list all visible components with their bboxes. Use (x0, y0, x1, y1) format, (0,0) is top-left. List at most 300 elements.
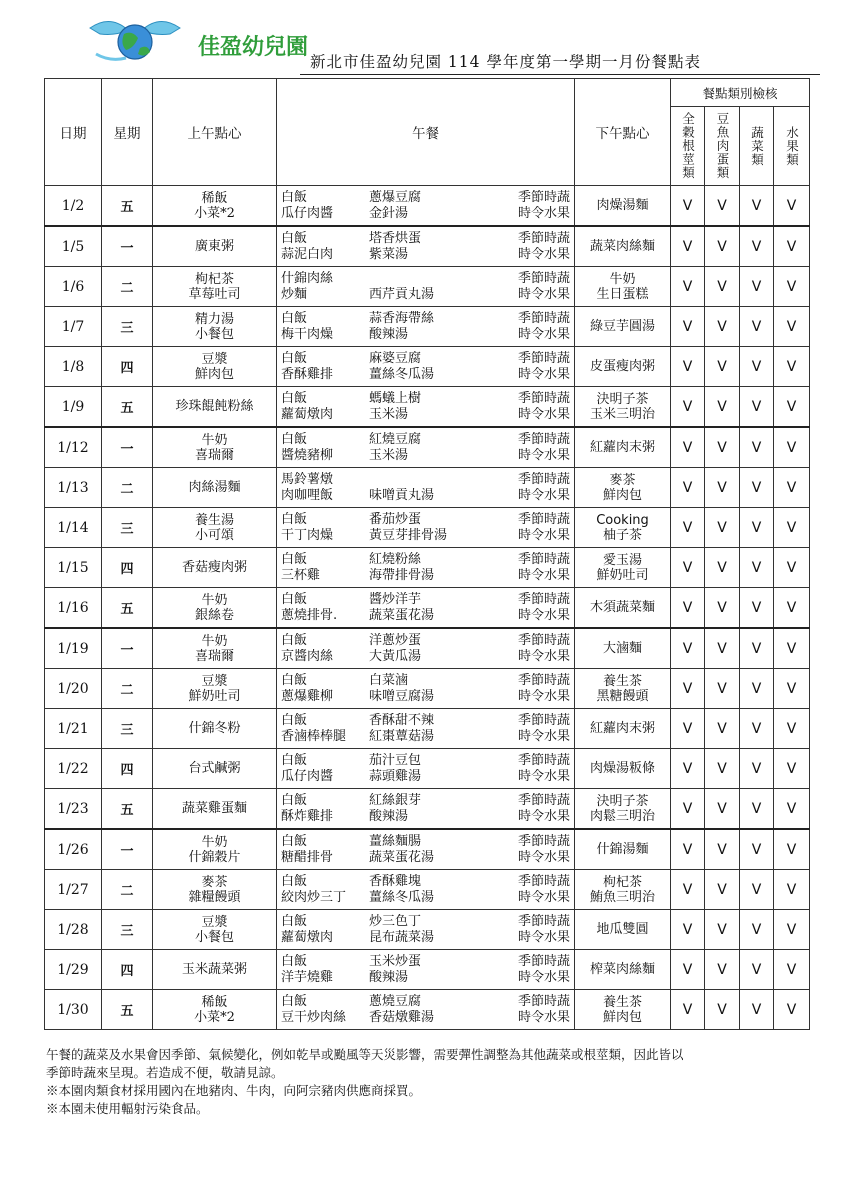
lunch-cell (277, 709, 575, 749)
category-check-mark: V (671, 186, 705, 227)
lunch-item: 梅干肉燥 (281, 326, 334, 342)
lunch-item: 螞蟻上樹 (369, 391, 422, 406)
category-check-mark: V (740, 427, 774, 468)
lunch-item: 三杯雞 (281, 567, 321, 583)
header-weekday: 星期 (102, 79, 153, 186)
table-row (45, 870, 810, 910)
morning-snack-item: 牛奶 (201, 633, 228, 649)
category-check-mark: V (774, 387, 810, 428)
morning-snack-cell (153, 186, 277, 227)
table-row (45, 628, 810, 669)
category-check-mark: V (774, 508, 810, 548)
morning-snack-item: 小菜*2 (194, 1009, 235, 1025)
table-row (45, 508, 810, 548)
morning-snack-item: 什錦穀片 (188, 849, 241, 865)
table-row (45, 226, 810, 267)
lunch-item: 季節時蔬 (517, 633, 570, 648)
morning-snack-item: 鮮肉包 (194, 366, 234, 382)
weekday-cell: 一 (102, 226, 153, 267)
lunch-cell (277, 950, 575, 990)
lunch-item: 時令水果 (517, 929, 570, 945)
morning-snack-cell (153, 870, 277, 910)
category-check-mark: V (740, 387, 774, 428)
lunch-cell (277, 347, 575, 387)
lunch-item: 時令水果 (517, 286, 570, 302)
afternoon-snack-cell (575, 910, 671, 950)
category-check-mark: V (740, 548, 774, 588)
category-check-mark: V (705, 628, 740, 669)
weekday-cell: 四 (102, 950, 153, 990)
afternoon-snack-item: 木須蔬菜麵 (589, 600, 655, 615)
weekday-cell: 五 (102, 789, 153, 830)
afternoon-snack-item: 牛奶 (609, 271, 636, 287)
category-check-mark: V (671, 870, 705, 910)
date-cell: 1/9 (45, 387, 102, 428)
morning-snack-item: 牛奶 (201, 432, 228, 448)
table-row (45, 387, 810, 428)
afternoon-snack-item: 柚子茶 (602, 527, 642, 543)
lunch-item: 蒜香海帶絲 (369, 311, 435, 326)
category-check-mark: V (671, 387, 705, 428)
morning-snack-item: 稀飯 (201, 190, 228, 206)
afternoon-snack-item: 鮮奶吐司 (596, 567, 649, 583)
category-check-mark: V (774, 548, 810, 588)
lunch-item: 番茄炒蛋 (369, 512, 422, 527)
category-check-mark: V (671, 829, 705, 870)
school-logo (80, 14, 330, 70)
table-row (45, 267, 810, 307)
note-line: 午餐的蔬菜及水果會因季節、氣候變化，例如乾旱或颱風等天災影響，需要彈性調整為其他蔬菜或根莖類，因此皆以 (46, 1047, 684, 1062)
lunch-item: 紅絲銀芽 (369, 793, 422, 808)
category-check-mark: V (740, 669, 774, 709)
table-row (45, 186, 810, 227)
table-row (45, 588, 810, 629)
lunch-item: 時令水果 (517, 406, 570, 422)
lunch-item: 干丁肉燥 (281, 527, 334, 543)
morning-snack-item: 喜瑞爾 (194, 447, 234, 463)
lunch-item: 海帶排骨湯 (369, 567, 435, 583)
category-check-mark: V (671, 709, 705, 749)
lunch-item: 醬燒豬柳 (281, 447, 334, 463)
afternoon-snack-cell (575, 628, 671, 669)
lunch-item: 蒜泥白肉 (281, 246, 334, 262)
lunch-item: 玉米湯 (369, 406, 409, 422)
weekday-cell: 二 (102, 267, 153, 307)
lunch-item: 什錦肉絲 (281, 271, 334, 286)
lunch-item: 糖醋排骨 (281, 849, 334, 865)
lunch-item: 季節時蔬 (517, 432, 570, 447)
afternoon-snack-item: 榨菜肉絲麵 (589, 962, 655, 977)
lunch-cell (277, 588, 575, 629)
morning-snack-item: 牛奶 (201, 834, 228, 850)
date-cell: 1/19 (45, 628, 102, 669)
lunch-item: 白飯 (281, 633, 308, 648)
afternoon-snack-item: Cooking (596, 512, 649, 528)
table-row (45, 307, 810, 347)
date-cell: 1/6 (45, 267, 102, 307)
lunch-cell (277, 548, 575, 588)
afternoon-snack-cell (575, 186, 671, 227)
morning-snack-item: 廣東粥 (194, 239, 234, 254)
afternoon-snack-cell (575, 387, 671, 428)
lunch-item: 季節時蔬 (517, 311, 570, 326)
category-check-mark: V (740, 749, 774, 789)
lunch-item: 醬炒洋芋 (369, 592, 422, 607)
header-protein: 豆魚肉蛋類 (705, 107, 740, 186)
lunch-item: 白飯 (281, 432, 308, 447)
category-check-mark: V (671, 628, 705, 669)
lunch-item: 季節時蔬 (517, 793, 570, 808)
afternoon-snack-cell (575, 749, 671, 789)
lunch-item: 時令水果 (517, 567, 570, 583)
lunch-item: 季節時蔬 (517, 592, 570, 607)
table-row (45, 468, 810, 508)
page-title: 新北市佳盈幼兒園 114 學年度第一學期一月份餐點表 (310, 53, 701, 71)
lunch-item (369, 472, 515, 488)
lunch-item: 季節時蔬 (517, 753, 570, 768)
lunch-cell (277, 789, 575, 830)
category-check-mark: V (774, 789, 810, 830)
lunch-item: 金針湯 (369, 205, 409, 221)
morning-snack-item: 鮮奶吐司 (188, 688, 241, 704)
afternoon-snack-cell (575, 669, 671, 709)
table-row (45, 709, 810, 749)
lunch-item: 洋芋燒雞 (281, 969, 334, 985)
lunch-item: 蔬菜蛋花湯 (369, 849, 435, 865)
afternoon-snack-cell (575, 347, 671, 387)
lunch-item: 白飯 (281, 391, 308, 406)
lunch-cell (277, 307, 575, 347)
lunch-item: 時令水果 (517, 849, 570, 865)
lunch-item: 昆布蔬菜湯 (369, 929, 435, 945)
category-check-mark: V (774, 427, 810, 468)
category-check-mark: V (740, 186, 774, 227)
date-cell: 1/22 (45, 749, 102, 789)
logo-text: 佳盈幼兒園 (198, 35, 309, 60)
weekday-cell: 三 (102, 307, 153, 347)
lunch-item: 豆干炒肉絲 (281, 1009, 347, 1025)
morning-snack-cell (153, 910, 277, 950)
category-check-mark: V (740, 307, 774, 347)
afternoon-snack-item: 蔬菜肉絲麵 (589, 239, 655, 254)
date-cell: 1/20 (45, 669, 102, 709)
morning-snack-cell (153, 829, 277, 870)
meal-table-body (45, 186, 810, 1030)
notes (46, 1046, 806, 1118)
afternoon-snack-cell (575, 789, 671, 830)
morning-snack-item: 養生湯 (194, 512, 234, 528)
category-check-mark: V (671, 226, 705, 267)
afternoon-snack-item: 玉米三明治 (589, 406, 655, 422)
lunch-item: 時令水果 (517, 688, 570, 704)
lunch-item: 玉米炒蛋 (369, 954, 422, 969)
category-check-mark: V (774, 347, 810, 387)
morning-snack-item: 稀飯 (201, 994, 228, 1010)
lunch-item: 白飯 (281, 592, 308, 607)
afternoon-snack-cell (575, 427, 671, 468)
table-row (45, 749, 810, 789)
afternoon-snack-item: 愛玉湯 (602, 552, 642, 568)
category-check-mark: V (740, 990, 774, 1030)
category-check-mark: V (774, 468, 810, 508)
header-grains: 全穀根莖類 (671, 107, 705, 186)
category-check-mark: V (705, 588, 740, 629)
morning-snack-item: 珍珠餛飩粉絲 (175, 399, 254, 414)
category-check-mark: V (705, 427, 740, 468)
weekday-cell: 五 (102, 990, 153, 1030)
morning-snack-cell (153, 267, 277, 307)
afternoon-snack-item: 綠豆芋圓湯 (589, 319, 655, 334)
category-check-mark: V (740, 347, 774, 387)
lunch-item (369, 271, 515, 287)
category-check-mark: V (740, 468, 774, 508)
lunch-item: 時令水果 (517, 366, 570, 382)
weekday-cell: 三 (102, 709, 153, 749)
lunch-item: 京醬肉絲 (281, 648, 334, 664)
morning-snack-item: 小可頌 (194, 527, 234, 543)
category-check-mark: V (740, 588, 774, 629)
category-check-mark: V (774, 226, 810, 267)
category-check-mark: V (671, 669, 705, 709)
morning-snack-item: 草莓吐司 (188, 286, 241, 302)
morning-snack-cell (153, 427, 277, 468)
lunch-item: 白飯 (281, 673, 308, 688)
category-check-mark: V (671, 548, 705, 588)
category-check-mark: V (705, 870, 740, 910)
lunch-cell (277, 267, 575, 307)
morning-snack-item: 精力湯 (194, 311, 234, 327)
category-check-mark: V (671, 307, 705, 347)
note-line: 季節時蔬來呈現。若造成不便，敬請見諒。 (46, 1065, 284, 1080)
afternoon-snack-item: 黑糖饅頭 (596, 688, 649, 704)
lunch-item: 味噌貢丸湯 (369, 487, 435, 503)
afternoon-snack-cell (575, 990, 671, 1030)
weekday-cell: 三 (102, 910, 153, 950)
weekday-cell: 五 (102, 387, 153, 428)
globe-wings-icon (90, 21, 180, 59)
lunch-item: 瓜仔肉醬 (281, 768, 334, 784)
header-morning-snack: 上午點心 (153, 79, 277, 186)
header-lunch: 午餐 (277, 79, 575, 186)
header-vegetables: 蔬菜類 (740, 107, 774, 186)
lunch-item: 白飯 (281, 954, 308, 969)
category-check-mark: V (740, 226, 774, 267)
header-date: 日期 (45, 79, 102, 186)
afternoon-snack-item: 養生茶 (602, 673, 642, 689)
category-check-mark: V (774, 709, 810, 749)
table-row (45, 669, 810, 709)
lunch-item: 薑絲冬瓜湯 (369, 366, 435, 382)
lunch-item: 西芹貢丸湯 (369, 286, 435, 302)
afternoon-snack-cell (575, 588, 671, 629)
lunch-item: 酸辣湯 (369, 808, 409, 824)
lunch-item: 季節時蔬 (517, 713, 570, 728)
morning-snack-cell (153, 628, 277, 669)
date-cell: 1/29 (45, 950, 102, 990)
lunch-item: 季節時蔬 (517, 834, 570, 849)
afternoon-snack-cell (575, 548, 671, 588)
lunch-item: 季節時蔬 (517, 914, 570, 929)
lunch-item: 薑絲麵腸 (369, 834, 422, 849)
lunch-cell (277, 749, 575, 789)
morning-snack-item: 香菇瘦肉粥 (181, 560, 247, 575)
lunch-item: 香酥雞塊 (369, 874, 422, 889)
morning-snack-cell (153, 548, 277, 588)
category-check-mark: V (671, 910, 705, 950)
weekday-cell: 五 (102, 588, 153, 629)
category-check-mark: V (705, 548, 740, 588)
table-row (45, 347, 810, 387)
lunch-item: 酥炸雞排 (281, 808, 334, 824)
lunch-item: 馬鈴薯燉 (281, 472, 334, 487)
date-cell: 1/8 (45, 347, 102, 387)
category-check-mark: V (774, 950, 810, 990)
weekday-cell: 五 (102, 186, 153, 227)
date-cell: 1/15 (45, 548, 102, 588)
category-check-mark: V (671, 508, 705, 548)
lunch-item: 香滷棒棒腿 (281, 728, 347, 744)
lunch-item: 時令水果 (517, 487, 570, 503)
category-check-mark: V (705, 387, 740, 428)
afternoon-snack-item: 什錦湯麵 (596, 842, 649, 857)
afternoon-snack-item: 決明子茶 (596, 391, 649, 407)
category-check-mark: V (705, 829, 740, 870)
category-check-mark: V (740, 709, 774, 749)
title-underline (300, 74, 820, 75)
lunch-item: 麻婆豆腐 (369, 351, 422, 366)
date-cell: 1/7 (45, 307, 102, 347)
date-cell: 1/23 (45, 789, 102, 830)
afternoon-snack-item: 鮪魚三明治 (589, 889, 655, 905)
morning-snack-cell (153, 669, 277, 709)
lunch-item: 蔥爆雞柳 (281, 688, 334, 704)
morning-snack-cell (153, 387, 277, 428)
afternoon-snack-item: 大滷麵 (602, 641, 642, 656)
category-check-mark: V (671, 789, 705, 830)
weekday-cell: 四 (102, 548, 153, 588)
header-afternoon-snack: 下午點心 (575, 79, 671, 186)
lunch-cell (277, 387, 575, 428)
table-row (45, 427, 810, 468)
lunch-item: 味噌豆腐湯 (369, 688, 435, 704)
note-line: ※本園未使用輻射污染食品。 (46, 1101, 209, 1116)
afternoon-snack-item: 鮮肉包 (602, 487, 642, 503)
lunch-item: 白飯 (281, 753, 308, 768)
lunch-cell (277, 829, 575, 870)
lunch-item: 白飯 (281, 994, 308, 1009)
afternoon-snack-cell (575, 267, 671, 307)
lunch-item: 白飯 (281, 231, 308, 246)
afternoon-snack-cell (575, 870, 671, 910)
weekday-cell: 四 (102, 347, 153, 387)
category-check-mark: V (705, 186, 740, 227)
category-check-mark: V (705, 749, 740, 789)
lunch-cell (277, 226, 575, 267)
morning-snack-item: 牛奶 (201, 592, 228, 608)
category-check-mark: V (740, 628, 774, 669)
lunch-cell (277, 910, 575, 950)
afternoon-snack-cell (575, 709, 671, 749)
morning-snack-item: 豆漿 (201, 351, 228, 367)
morning-snack-item: 豆漿 (201, 914, 228, 930)
lunch-item: 白飯 (281, 512, 308, 527)
lunch-item: 酸辣湯 (369, 326, 409, 342)
afternoon-snack-item: 紅蘿肉末粥 (589, 721, 655, 736)
table-row (45, 950, 810, 990)
morning-snack-cell (153, 789, 277, 830)
category-check-mark: V (774, 749, 810, 789)
morning-snack-cell (153, 508, 277, 548)
afternoon-snack-item: 皮蛋瘦肉粥 (589, 359, 655, 374)
lunch-item: 茄汁豆包 (369, 753, 422, 768)
lunch-item: 白飯 (281, 874, 308, 889)
weekday-cell: 三 (102, 508, 153, 548)
lunch-item: 香酥雞排 (281, 366, 334, 382)
meal-table (44, 78, 810, 1030)
lunch-item: 蔥爆豆腐 (369, 190, 422, 205)
lunch-item: 塔香烘蛋 (369, 231, 422, 246)
category-check-mark: V (740, 508, 774, 548)
lunch-item: 薑絲冬瓜湯 (369, 889, 435, 905)
lunch-item: 蔥燒排骨. (281, 607, 338, 623)
category-check-mark: V (705, 226, 740, 267)
lunch-item: 黃豆芽排骨湯 (369, 527, 448, 543)
category-check-mark: V (774, 829, 810, 870)
category-check-mark: V (774, 267, 810, 307)
afternoon-snack-item: 決明子茶 (596, 793, 649, 809)
morning-snack-item: 小餐包 (194, 929, 234, 945)
weekday-cell: 二 (102, 870, 153, 910)
afternoon-snack-cell (575, 508, 671, 548)
morning-snack-item: 枸杞茶 (194, 271, 234, 287)
page-header (60, 8, 820, 76)
category-check-mark: V (705, 307, 740, 347)
lunch-item: 季節時蔬 (517, 271, 570, 286)
category-check-mark: V (774, 307, 810, 347)
morning-snack-item: 肉絲湯麵 (188, 480, 241, 495)
lunch-item: 季節時蔬 (517, 231, 570, 246)
lunch-item: 時令水果 (517, 607, 570, 623)
lunch-item: 炒三色丁 (369, 914, 422, 929)
morning-snack-item: 蔬菜雞蛋麵 (181, 801, 247, 816)
morning-snack-cell (153, 307, 277, 347)
lunch-item: 蘿蔔燉肉 (281, 406, 334, 422)
lunch-item: 季節時蔬 (517, 552, 570, 567)
lunch-item: 蒜頭雞湯 (369, 768, 422, 784)
category-check-mark: V (705, 468, 740, 508)
weekday-cell: 一 (102, 829, 153, 870)
category-check-mark: V (774, 669, 810, 709)
lunch-item: 蔥燒豆腐 (369, 994, 422, 1009)
date-cell: 1/27 (45, 870, 102, 910)
lunch-item: 白飯 (281, 793, 308, 808)
category-check-mark: V (740, 870, 774, 910)
lunch-item: 季節時蔬 (517, 351, 570, 366)
category-check-mark: V (705, 990, 740, 1030)
lunch-item: 時令水果 (517, 1009, 570, 1025)
date-cell: 1/28 (45, 910, 102, 950)
morning-snack-cell (153, 990, 277, 1030)
date-cell: 1/16 (45, 588, 102, 629)
lunch-item: 季節時蔬 (517, 391, 570, 406)
category-check-mark: V (671, 267, 705, 307)
morning-snack-item: 玉米蔬菜粥 (181, 962, 247, 977)
lunch-item: 季節時蔬 (517, 954, 570, 969)
date-cell: 1/21 (45, 709, 102, 749)
lunch-cell (277, 508, 575, 548)
afternoon-snack-cell (575, 226, 671, 267)
morning-snack-cell (153, 588, 277, 629)
